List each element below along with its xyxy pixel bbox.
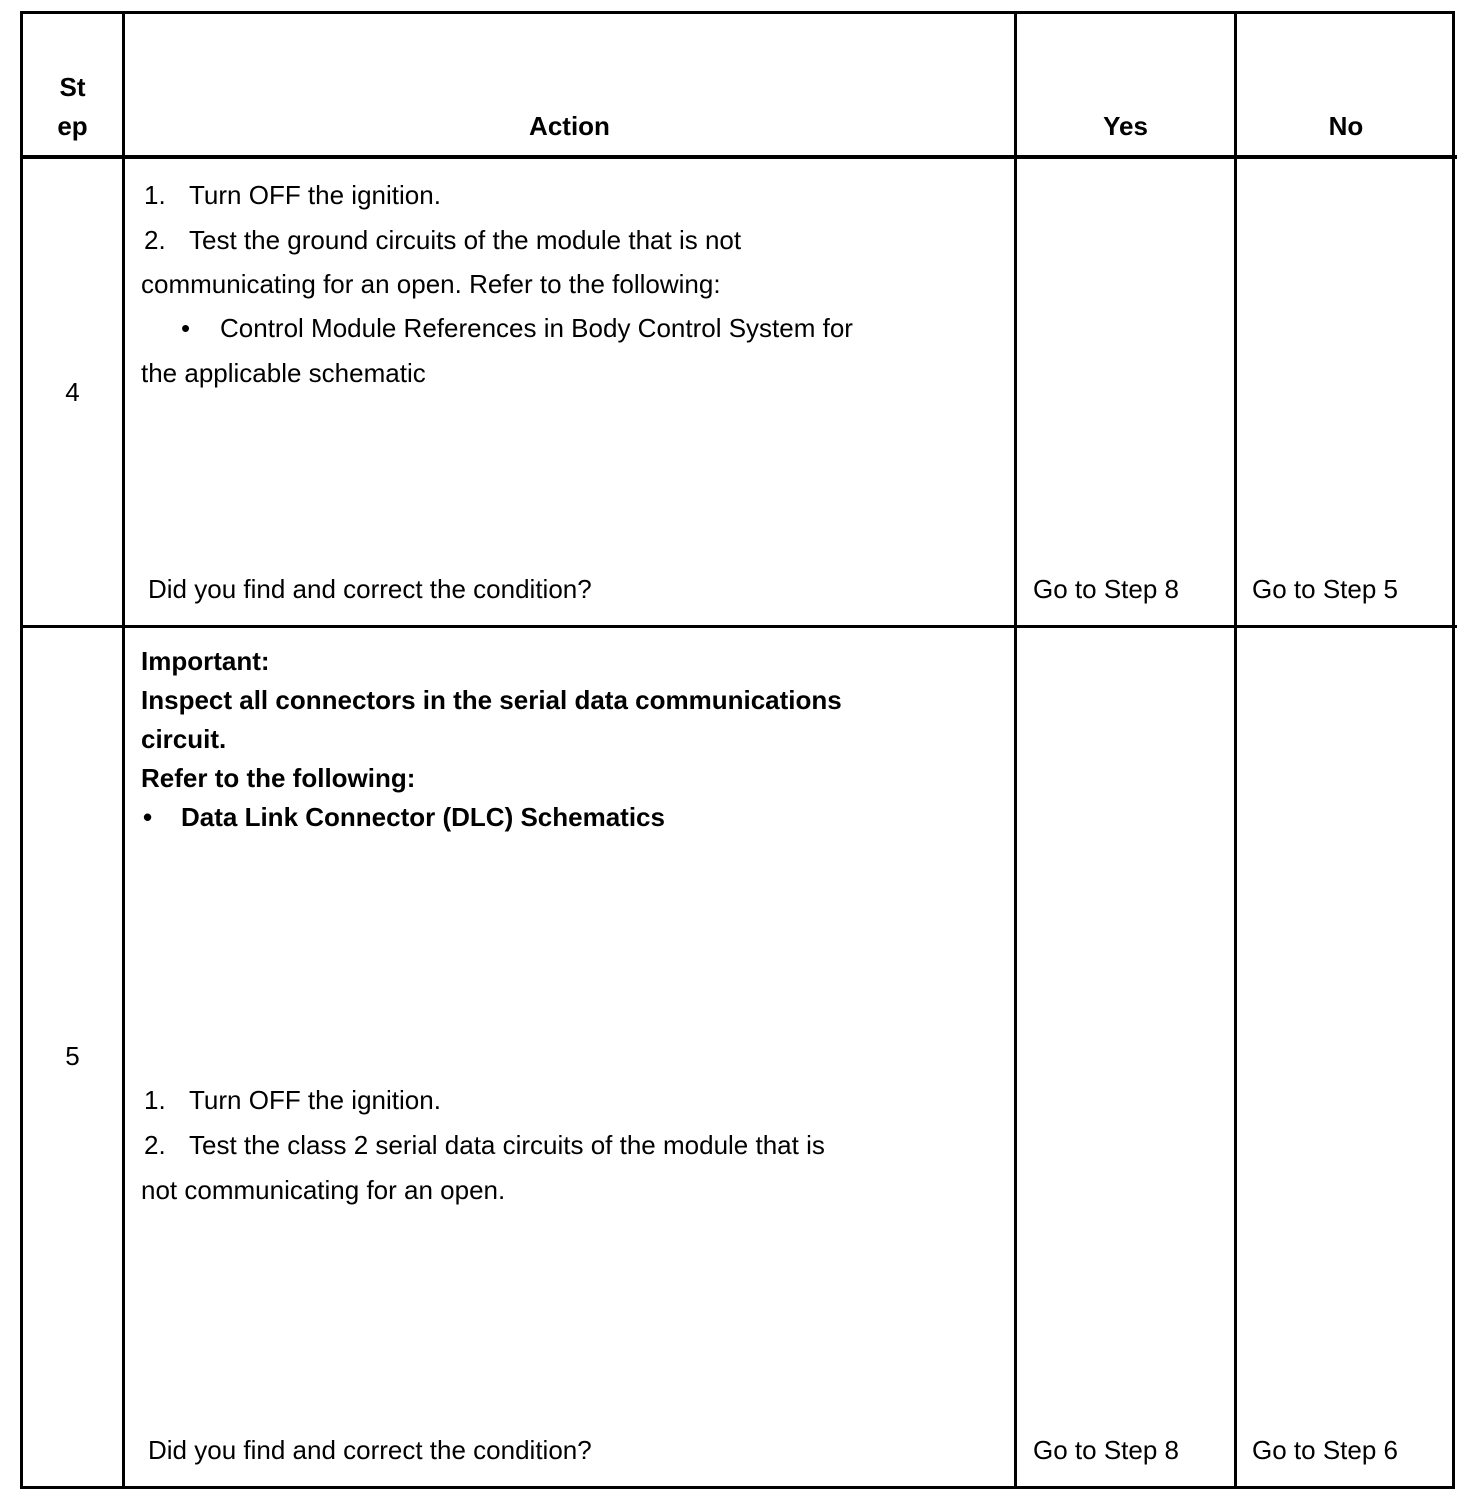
list-item-number: 1. (144, 1085, 166, 1115)
list-item-number: 2. (144, 1130, 166, 1160)
question-text: Did you find and correct the condition? (148, 1435, 592, 1465)
important-line: circuit. (141, 724, 227, 754)
bullet-icon: • (181, 313, 191, 343)
bullet-text: Control Module References in Body Control System for (220, 313, 853, 343)
step-number: 5 (65, 1041, 80, 1071)
important-line: Refer to the following: (141, 763, 416, 793)
no-cell: Go to Step 6 (1252, 1435, 1398, 1465)
list-item-continuation: communicating for an open. Refer to the following: (141, 269, 721, 299)
yes-cell: Go to Step 8 (1033, 574, 1179, 604)
important-line: Inspect all connectors in the serial data communications (141, 685, 842, 715)
list-item-number: 1. (144, 180, 166, 210)
header-step-line1: St (59, 72, 86, 102)
no-cell: Go to Step 5 (1252, 574, 1398, 604)
row-divider (20, 625, 1457, 628)
column-divider-step (122, 11, 125, 1489)
list-item-text: Test the ground circuits of the module that is not (189, 225, 742, 255)
question-text: Did you find and correct the condition? (148, 574, 592, 604)
header-no: No (1328, 111, 1364, 141)
list-item-continuation: not communicating for an open. (141, 1175, 506, 1205)
list-item-text: Turn OFF the ignition. (189, 1085, 441, 1115)
bullet-icon: • (143, 802, 153, 832)
column-divider-action (1014, 11, 1017, 1489)
important-title: Important: (141, 646, 270, 676)
header-step-line2: ep (57, 111, 88, 141)
bullet-text: Data Link Connector (DLC) Schematics (181, 802, 665, 832)
bullet-continuation: the applicable schematic (141, 358, 426, 388)
header-yes: Yes (1103, 111, 1148, 141)
header-divider (20, 155, 1457, 159)
step-number: 4 (65, 377, 80, 407)
column-divider-yes (1234, 11, 1237, 1489)
list-item-number: 2. (144, 225, 166, 255)
header-action: Action (529, 111, 610, 141)
list-item-text: Test the class 2 serial data circuits of the module that is (189, 1130, 825, 1160)
yes-cell: Go to Step 8 (1033, 1435, 1179, 1465)
list-item-text: Turn OFF the ignition. (189, 180, 441, 210)
